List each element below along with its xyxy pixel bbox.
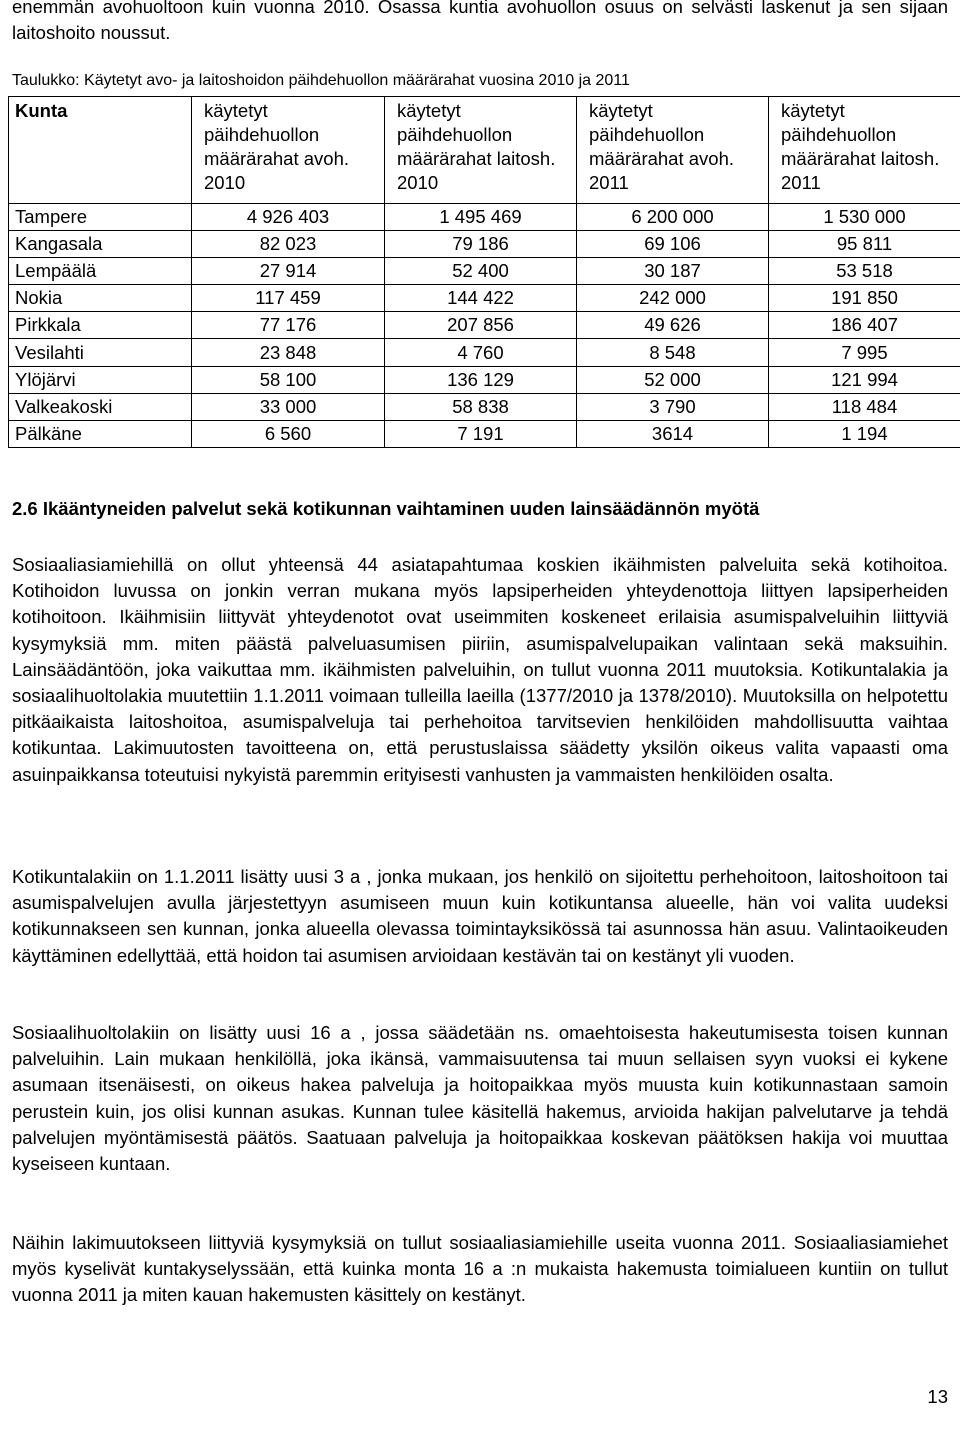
table-row [9,258,960,285]
table-row [9,366,960,393]
page-number: 13 [927,1386,948,1407]
table-row [9,285,960,312]
amount-cell: 242 000 [577,285,769,312]
amount-cell: 117 459 [192,285,385,312]
municipality-cell: Lempäälä [9,258,192,285]
body-paragraph: Kotikuntalakiin on 1.1.2011 lisätty uusi 3 a , jonka mukaan, jos henkilö on sijoitettu perhehoitoon, laitoshoitoon tai asumispalvelujen avulla järjestettyyn asumiseen muun kuin kotikuntansa alueelle, hän voi valita uudeksi kotikunnakseen sen kunnan, jonka alueella olevassa toimintayksikössä tai asunnossa hän asuu. Valintaoikeuden käyttäminen edellyttää, että hoidon tai asumisen arvioidaan kestävän tai on kestänyt yli vuoden. [12,866,948,966]
table-header-row [9,97,960,204]
amount-cell: 53 518 [769,258,960,285]
budget-table [8,96,960,448]
amount-cell: 8 548 [577,339,769,366]
municipality-cell: Tampere [9,204,192,231]
municipality-cell: Valkeakoski [9,393,192,420]
amount-cell: 1 530 000 [769,204,960,231]
amount-cell: 49 626 [577,312,769,339]
table-row [9,312,960,339]
intro-paragraph: enemmän avohuoltoon kuin vuonna 2010. Osassa kuntia avohuollon osuus on selvästi laskenut ja sen sijaan laitoshoito noussut. [12,0,948,44]
body-paragraph: Sosiaalihuoltolakiin on lisätty uusi 16 a , jossa säädetään ns. omaehtoisesta hakeutumisesta toisen kunnan palveluihin. Lain mukaan henkilöllä, joka ikänsä, vammaisuutensa tai muun sellaisen syyn vuoksi ei kykene asumaan itsenäisesti, on oikeus hakea palveluja ja hoitopaikkaa myös muusta kuin kotikunnastaan samoin perustein kuin, jos olisi kunnan asukas. Kunnan tulee käsitellä hakemus, arvioida hakijan palvelutarve ja tehdä palvelujen myöntämisestä päätös. Saatuaan palveluja ja hoitopaikkaa koskevan päätöksen hakija voi muuttaa kyseiseen kuntaan. [12,1022,948,1175]
amount-cell: 77 176 [192,312,385,339]
body-paragraph: Näihin lakimuutokseen liittyviä kysymyksiä on tullut sosiaaliasiamiehille useita vuonna 2011. Sosiaaliasiamiehet myös kyselivät kuntakyselyssään, että kuinka monta 16 a :n mukaista hakemusta toimialueen kuntiin on tullut vuonna 2011 ja miten kauan hakemusten käsittely on kestänyt. [12,1232,948,1306]
amount-cell: 27 914 [192,258,385,285]
table-row [9,339,960,366]
amount-cell: 207 856 [385,312,577,339]
amount-cell: 1 495 469 [385,204,577,231]
table-row [9,420,960,447]
body-paragraph: Sosiaaliasiamiehillä on ollut yhteensä 44 asiatapahtumaa koskien ikäihmisten palveluita sekä kotihoitoa. Kotihoidon luvussa on jonkin verran mukana myös lapsiperheiden yhteydenottoja liittyen lapsiperheiden kotihoitoon. Ikäihmisiin liittyvät yhteydenotot ovat useimmiten koskeneet erilaisia asumispalveluihin liittyviä kysymyksiä mm. miten päästä palveluasumisen piiriin, asumispalvelupaikan valintaan sekä maksuihin. Lainsäädäntöön, joka vaikuttaa mm. ikäihmisten palveluihin, on tullut vuonna 2011 muutoksia. Kotikuntalakia ja sosiaalihuoltolakia muutettiin 1.1.2011 voimaan tulleilla laeilla (1377/2010 ja 1378/2010). Muutoksilla on helpotettu pitkäaikaista laitoshoitoa, asumispalveluja tai perhehoitoa tarvitsevien henkilöiden mahdollisuutta vaihtaa kotikuntaa. Lakimuutosten tavoitteena on, että perustuslaissa säädetty yksilön oikeus valita vapaasti oma asuinpaikkansa toteutuisi nykyistä paremmin erityisesti vanhusten ja vammaisten henkilöiden osalta. [12,554,948,785]
amount-cell: 58 838 [385,393,577,420]
amount-cell: 30 187 [577,258,769,285]
amount-cell: 1 194 [769,420,960,447]
column-header-avoh-2011: käytetyt päihdehuollon määrärahat avoh. 2011 [577,97,769,204]
amount-cell: 52 400 [385,258,577,285]
amount-cell: 58 100 [192,366,385,393]
amount-cell: 52 000 [577,366,769,393]
municipality-cell: Ylöjärvi [9,366,192,393]
amount-cell: 33 000 [192,393,385,420]
amount-cell: 121 994 [769,366,960,393]
amount-cell: 95 811 [769,231,960,258]
amount-cell: 23 848 [192,339,385,366]
municipality-cell: Vesilahti [9,339,192,366]
amount-cell: 191 850 [769,285,960,312]
amount-cell: 6 200 000 [577,204,769,231]
column-header-avoh-2010: käytetyt päihdehuollon määrärahat avoh. 2010 [192,97,385,204]
column-header-laitosh-2011: käytetyt päihdehuollon määrärahat laitosh. 2011 [769,97,960,204]
municipality-cell: Pälkäne [9,420,192,447]
section-heading: 2.6 Ikääntyneiden palvelut sekä kotikunnan vaihtaminen uuden lainsäädännön myötä [12,498,760,519]
amount-cell: 79 186 [385,231,577,258]
municipality-cell: Pirkkala [9,312,192,339]
amount-cell: 82 023 [192,231,385,258]
table-caption: Taulukko: Käytetyt avo- ja laitoshoidon päihdehuollon määrärahat vuosina 2010 ja 2011 [12,72,630,89]
amount-cell: 69 106 [577,231,769,258]
column-header-laitosh-2010: käytetyt päihdehuollon määrärahat laitosh. 2010 [385,97,577,204]
municipality-cell: Kangasala [9,231,192,258]
amount-cell: 3614 [577,420,769,447]
municipality-cell: Nokia [9,285,192,312]
amount-cell: 4 760 [385,339,577,366]
amount-cell: 144 422 [385,285,577,312]
column-header-kunta: Kunta [9,97,192,204]
amount-cell: 118 484 [769,393,960,420]
amount-cell: 4 926 403 [192,204,385,231]
amount-cell: 7 191 [385,420,577,447]
table-row [9,231,960,258]
amount-cell: 186 407 [769,312,960,339]
amount-cell: 3 790 [577,393,769,420]
amount-cell: 7 995 [769,339,960,366]
amount-cell: 136 129 [385,366,577,393]
table-row [9,204,960,231]
table-row [9,393,960,420]
amount-cell: 6 560 [192,420,385,447]
